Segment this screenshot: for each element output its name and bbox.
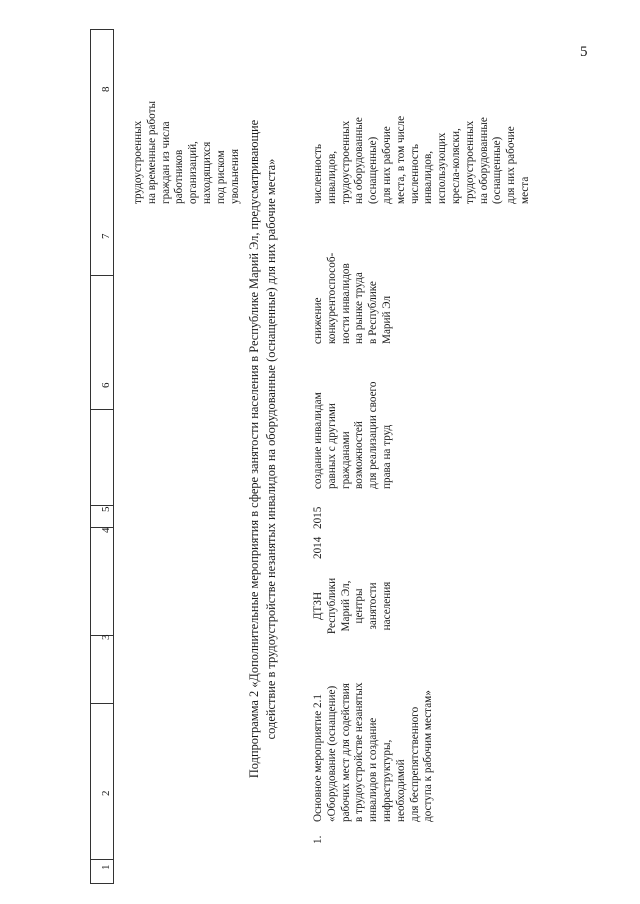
col-header-6: 6 xyxy=(100,382,112,388)
row-indicators: численность инвалидов, трудоустроенных на оборудованные (оснащенные) для них рабочие места, в том числе численность инвалидов, использующих кресла-коляски, трудоустроенных на оборудованные (оснащенные) для них рабочие места xyxy=(312,115,531,204)
subprogram-title: Подпрограмма 2 «Дополнительные мероприятия в сфере занятости населения в Республике Марий Эл, предусматривающие содействие в трудоустройстве незанятых инвалидов на оборудованные (оснащенные) для них рабочие места» xyxy=(247,119,278,779)
row-consequences: снижение конкурентоспособ- ности инвалидов на рынке труда в Республике Марий Эл xyxy=(312,252,393,344)
row-number: 1. xyxy=(312,835,324,844)
row-end-year: 2015 xyxy=(312,506,324,529)
row-executor: ДТЗН Республики Марий Эл, центры занятости населения xyxy=(312,577,393,635)
header-bottom-border xyxy=(113,29,114,884)
col-header-7: 7 xyxy=(100,233,112,239)
col-divider-3 xyxy=(90,703,113,704)
col-divider-7 xyxy=(90,409,113,410)
carryover-col8: трудоустроенных на временные работы граждан из числа работников организаций, находящихся под риском увольнения xyxy=(132,101,241,204)
page-number: 5 xyxy=(580,44,588,60)
row-result: создание инвалидам равных с другими гражданами возможностей для реализации своего права на труд xyxy=(312,381,393,489)
col-divider-2 xyxy=(90,859,113,860)
col-header-2: 2 xyxy=(100,790,112,796)
col-header-5: 5 xyxy=(100,506,112,512)
col-header-1: 1 xyxy=(100,864,112,870)
col-header-3: 3 xyxy=(100,634,112,640)
table-top-border xyxy=(90,29,91,884)
col-divider-8 xyxy=(90,275,113,276)
col-divider-9 xyxy=(90,29,113,30)
row-start-year: 2014 xyxy=(312,536,324,559)
col-header-8: 8 xyxy=(100,86,112,92)
col-header-4: 4 xyxy=(100,527,112,533)
row-name: Основное мероприятие 2.1 «Оборудование (оснащение) рабочих мест для содействия в трудоустройстве незанятых инвалидов и создание инфраструктуры, необходимой для беспрепятственного доступа к рабочим местам» xyxy=(312,682,435,822)
col-divider-1 xyxy=(90,883,113,884)
